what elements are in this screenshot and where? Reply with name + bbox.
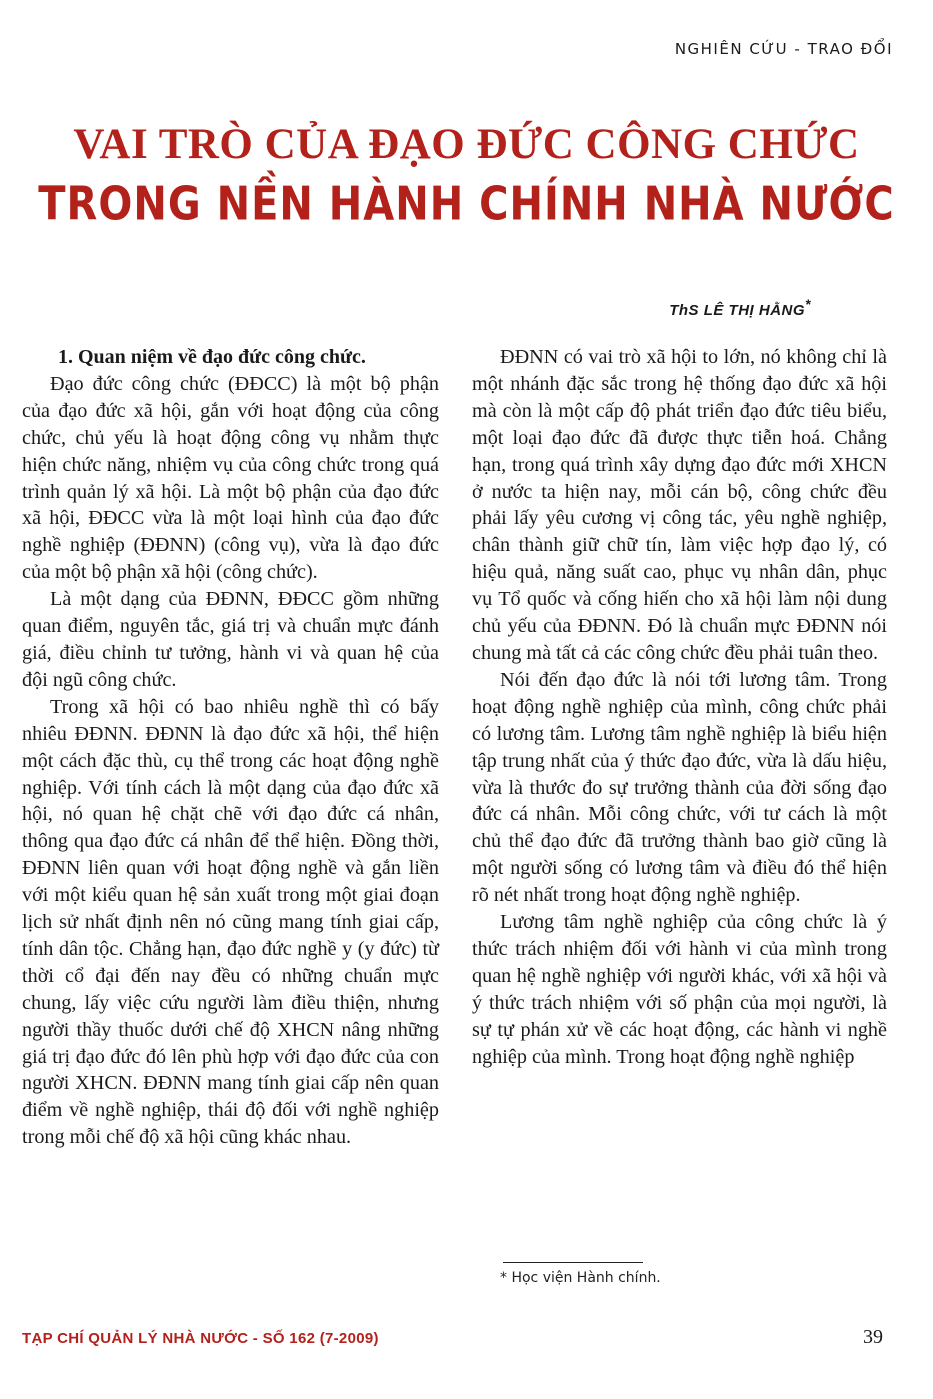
author-byline [669, 296, 811, 319]
journal-footer: TẠP CHÍ QUẢN LÝ NHÀ NƯỚC - SỐ 162 (7-2009) [22, 1330, 379, 1347]
section-heading: 1. Quan niệm về đạo đức công chức. [58, 346, 366, 368]
author-name: ThS LÊ THỊ HẰNG [669, 302, 806, 319]
footnote-marker: * [805, 296, 811, 312]
footnote: * Học viện Hành chính. [500, 1270, 661, 1286]
paragraph: Nói đến đạo đức là nói tới lương tâm. Trong hoạt động nghề nghiệp của mình, công chức phải có lương tâm. Lương tâm nghề nghiệp là biểu hiện tập trung nhất của ý thức đạo đức, vừa là dấu hiệu, vừa là thước đo sự trưởng thành của đời sống đạo đức cá nhân. Mỗi công chức, với tư cách là một chủ thể đạo đức đã trưởng thành bao giờ cũng là một người sống có lương tâm và điều đó thể hiện rõ nét nhất trong hoạt động nghề nghiệp. [472, 668, 887, 907]
footnote-divider [503, 1262, 643, 1263]
paragraph: Trong xã hội có bao nhiêu nghề thì có bấy nhiêu ĐĐNN. ĐĐNN là đạo đức xã hội, thể hiện một cách đặc thù, cụ thể trong các hoạt động nghề nghiệp. Với tính cách là một dạng của đạo đức xã hội, nó quan hệ chặt chẽ với đạo đức cá nhân, thông qua đạo đức cá nhân để thể hiện. Đồng thời, ĐĐNN liên quan với hoạt động nghề và gắn liền với một kiểu quan hệ sản xuất trong một giai đoạn lịch sử nhất định nên nó cũng mang tính giai cấp, tính dân tộc. Chẳng hạn, đạo đức nghề y (y đức) từ thời cổ đại đến nay đều có những chuẩn mực chung, lấy việc cứu người làm điều thiện, nhưng người thầy thuốc dưới chế độ XHCN nâng những giá trị đạo đức đó lên phù hợp với đạo đức của con người XHCN. ĐĐNN mang tính giai cấp nên quan điểm về nghề nghiệp, thái độ đối với nghề nghiệp trong mỗi chế độ xã hội cũng khác nhau. [22, 695, 439, 1149]
paragraph: Là một dạng của ĐĐNN, ĐĐCC gồm những quan điểm, nguyên tắc, giá trị và chuẩn mực đánh giá, điều chỉnh tư tưởng, hành vi và quan hệ của đội ngũ công chức. [22, 588, 439, 691]
article-title-line-1: VAI TRÒ CỦA ĐẠO ĐỨC CÔNG CHỨC [73, 121, 860, 168]
article-title-line-2: TRONG NỀN HÀNH CHÍNH NHÀ NƯỚC [38, 178, 895, 231]
left-column [22, 344, 439, 1151]
section-label: NGHIÊN CỨU - TRAO ĐỔI [674, 40, 893, 58]
page-number: 39 [863, 1326, 883, 1348]
right-column [472, 344, 887, 1070]
paragraph: ĐĐNN có vai trò xã hội to lớn, nó không chỉ là một nhánh đặc sắc trong hệ thống đạo đức xã hội mà còn là một cấp độ phát triển đạo đức tiêu biểu, một loại đạo đức đã được thực tiễn hoá. Chẳng hạn, trong quá trình xây dựng đạo đức mới XHCN ở nước ta hiện nay, mỗi cán bộ, công chức đều phải lấy yêu cương vị công tác, yêu nghề nghiệp, chân thành giữ chữ tín, làm việc hợp đạo lý, có hiệu quả, năng suất cao, phục vụ nhân dân, phục vụ Tổ quốc và cống hiến cho xã hội làm nội dung chủ yếu của ĐĐNN. Đó là chuẩn mực ĐĐNN nói chung mà tất cả các công chức đều phải tuân theo. [472, 346, 887, 664]
paragraph: Lương tâm nghề nghiệp của công chức là ý thức trách nhiệm đối với hành vi của mình trong quan hệ nghề nghiệp với người khác, với xã hội và ý thức trách nhiệm với số phận của mọi người, là sự tự phán xử về các hoạt động, các hành vi nghề nghiệp của mình. Trong hoạt động nghề nghiệp [472, 911, 887, 1068]
paragraph: Đạo đức công chức (ĐĐCC) là một bộ phận của đạo đức xã hội, gắn với hoạt động của công chức, chủ yếu là hoạt động công vụ nhằm thực hiện chức năng, nhiệm vụ của công chức trong quá trình quản lý xã hội. Là một bộ phận của đạo đức xã hội, ĐĐCC vừa là một loại hình của đạo đức nghề nghiệp (ĐĐNN) (công vụ), vừa là đạo đức của một bộ phận xã hội (công chức). [22, 372, 439, 584]
